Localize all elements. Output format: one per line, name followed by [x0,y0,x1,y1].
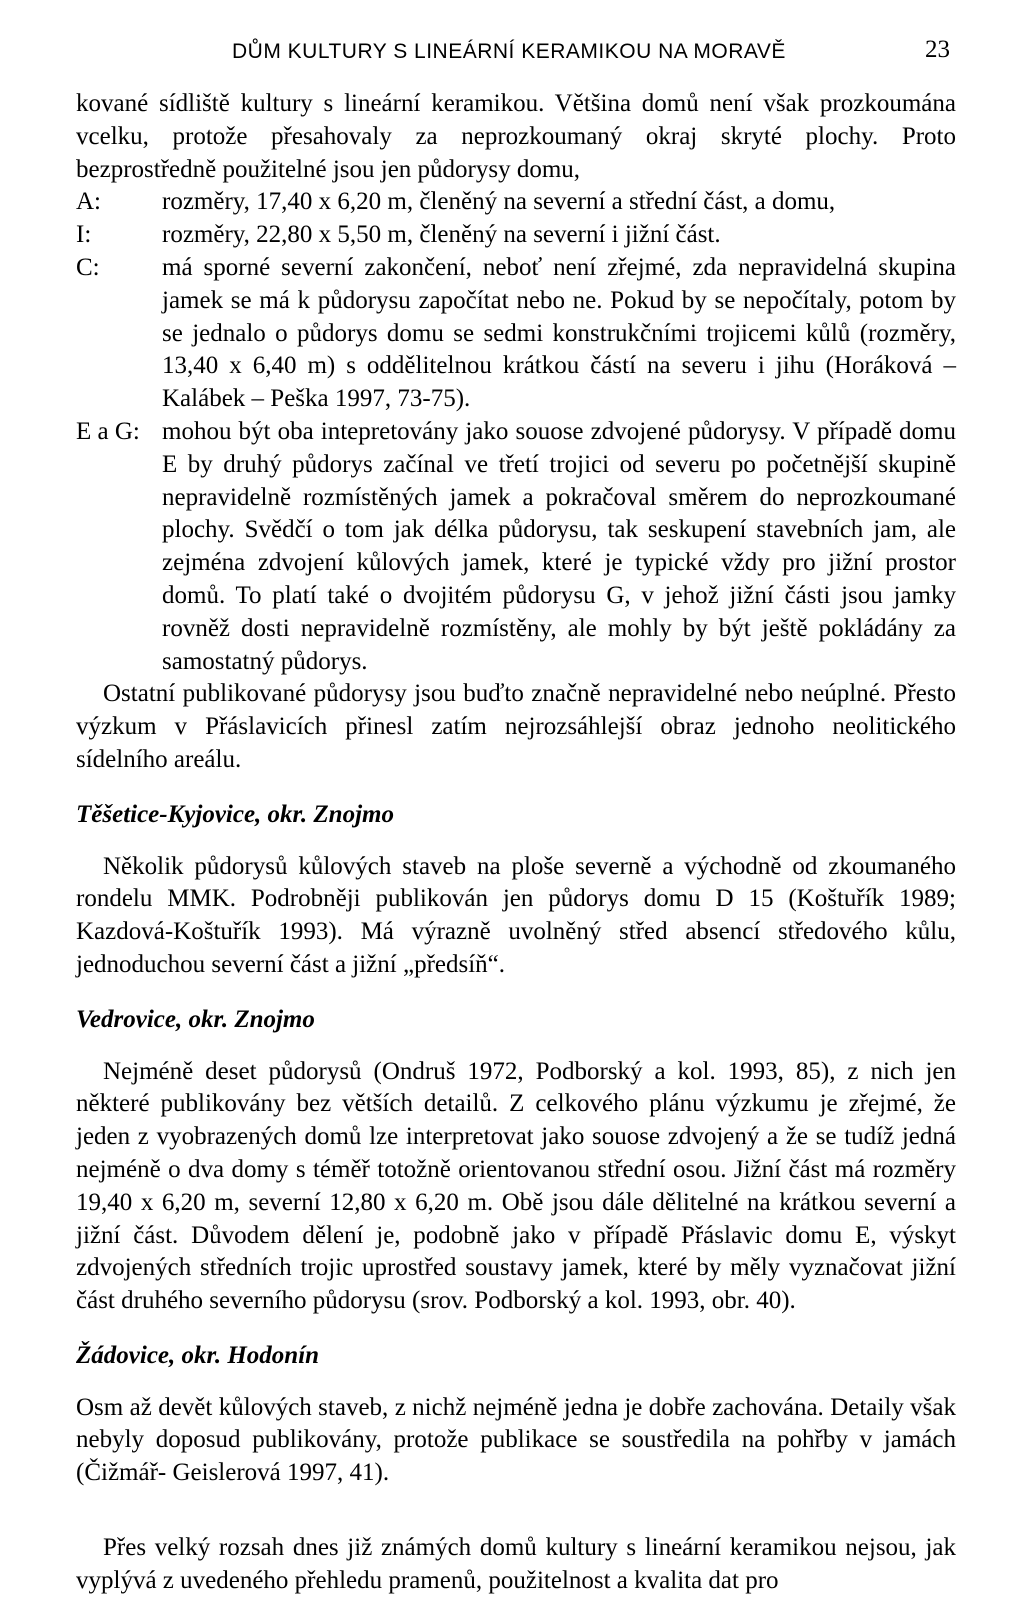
definition-item [76,416,956,678]
definition-text: mohou být oba intepretovány jako souose zdvojené půdorysy. V případě domu E by druhý půdorys začínal ve třetí trojici od severu po početnější skupině nepravidelně rozmístěných jamek a pokračoval směrem do neprozkoumané plochy. Svědčí o tom jak délka půdorysu, tak seskupení stavebních jam, ale zejména zdvojení kůlových jamek, které je typické vždy pro jižní prostor domů. To platí také o dvojitém půdorysu G, v jehož jižní části jsou jamky rovněž dosti nepravidelně rozmístěny, ale mohly by být ještě pokládány za samostatný půdorys. [162,417,956,675]
definition-text: má sporné severní zakončení, neboť není zřejmé, zda nepravidelná skupina jamek se má k půdorysu započítat nebo ne. Pokud by se nepočítaly, potom by se jednalo o půdorys domu se sedmi konstrukčními trojicemi kůlů (rozměry, 13,40 x 6,40 m) s oddělitelnou krátkou částí na severu i jihu (Horáková – Kalábek – Peška 1997, 73-75). [162,253,956,413]
definition-term: I: [76,221,92,249]
closing-paragraph: Ostatní publikované půdorysy jsou buďto značně nepravidelné nebo neúplné. Přesto výzkum v Přáslavicích přinesl zatím nejrozsáhlejší obraz jednoho neolitického sídelního areálu. [76,680,956,773]
running-head: DŮM KULTURY S LINEÁRNÍ KERAMIKOU NA MORAVĚ [232,40,786,63]
definition-item [76,252,956,416]
section-heading: Těšetice-Kyjovice, okr. Znojmo [76,800,394,828]
page-header [76,34,956,78]
definition-term: C: [76,253,100,281]
definition-text: rozměry, 22,80 x 5,50 m, členěný na severní i jižní část. [162,221,721,249]
section-paragraph: Několik půdorysů kůlových staveb na ploše severně a východně od zkoumaného rondelu MMK. Podrobněji publikován jen půdorys domu D 15 (Koštuřík 1989; Kazdová-Koštuřík 1993). Má výrazně uvolněný střed absencí středového kůlu, jednoduchou severní část a jižní „předsíň“. [76,852,956,978]
intro-paragraph: kované sídliště kultury s lineární keramikou. Většina domů není však prozkoumána vcelku, protože přesahovaly za neprozkoumaný okraj skryté plochy. Proto bezprostředně použitelné jsou jen půdorysy domu, [76,90,956,183]
section-heading: Žádovice, okr. Hodonín [76,1341,320,1369]
page-number: 23 [925,36,950,63]
section-paragraph: Nejméně deset půdorysů (Ondruš 1972, Podborský a kol. 1993, 85), z nich jen některé publikovány bez větších detailů. Z celkového plánu výzkumu je zřejmé, že jeden z vyobrazených domů lze interpretovat jako souose zdvojený a že se tudíž jedná nejméně o dva domy s téměř totožně orientovanou střední osou. Jižní část má rozměry 19,40 x 6,20 m, severní 12,80 x 6,20 m. Obě jsou dále dělitelné na krátkou severní a jižní část. Důvodem dělení je, podobně jako v případě Přáslavic domu E, výskyt zdvojených středních trojic uprostřed soustavy jamek, které by měly vyznačovat jižní část druhého severního půdorysu (srov. Podborský a kol. 1993, obr. 40). [76,1057,956,1315]
page [76,34,956,1598]
definition-text: rozměry, 17,40 x 6,20 m, členěný na severní a střední část, a domu, [162,188,836,216]
definition-term: A: [76,188,101,216]
final-paragraph: Přes velký rozsah dnes již známých domů kultury s lineární keramikou nejsou, jak vyplývá z uvedeného přehledu pramenů, použitelnost a kvalita dat pro [76,1534,956,1594]
section-paragraph: Osm až devět kůlových staveb, z nichž nejméně jedna je dobře zachována. Detaily však nebyly doposud publikovány, protože publikace se soustředila na pohřby v jamách (Čižmář- Geislerová 1997, 41). [76,1393,956,1487]
definition-item [76,186,956,219]
section-heading: Vedrovice, okr. Znojmo [76,1005,315,1033]
definition-term: E a G: [76,417,140,445]
definition-item [76,219,956,252]
